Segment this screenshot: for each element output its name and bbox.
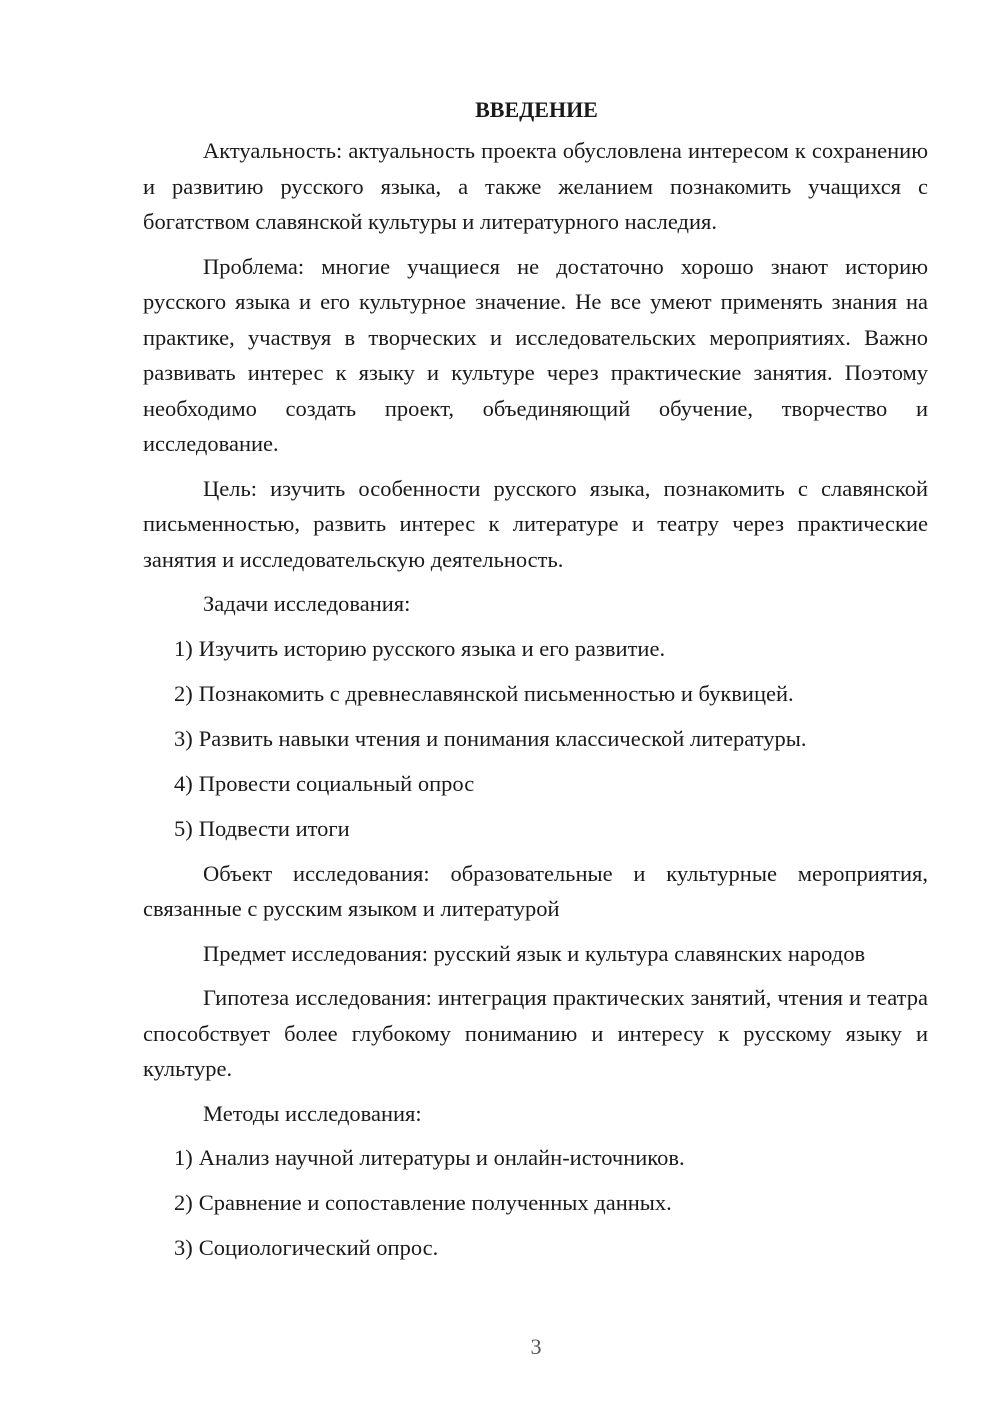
list-item-text: Изучить историю русского языка и его развитие.: [198, 635, 666, 661]
list-item: [143, 676, 928, 712]
list-item-number: 3): [174, 1235, 193, 1260]
object-paragraph: Объект исследования: образовательные и культурные мероприятия, связанные с русским языком и литературой: [143, 860, 928, 921]
list-item-number: 2): [174, 680, 193, 706]
list-item: [143, 631, 928, 667]
page-title: ВВЕДЕНИЕ: [475, 97, 598, 122]
list-item-number: 4): [174, 770, 193, 796]
hypothesis-paragraph: Гипотеза исследования: интеграция практических занятий, чтения и театра способствует более глубокому пониманию и интересу к русскому языку и культуре.: [143, 985, 928, 1081]
list-item: [143, 1185, 928, 1221]
list-item-text: Анализ научной литературы и онлайн-источников.: [198, 1145, 685, 1170]
relevance-paragraph: Актуальность: актуальность проекта обусловлена интересом к сохранению и развитию русского языка, а также желанием познакомить учащихся с богатством славянской культуры и литературного наследия.: [143, 138, 928, 234]
list-item: [143, 1230, 928, 1266]
list-item-text: Социологический опрос.: [198, 1235, 439, 1260]
goal-paragraph: Цель: изучить особенности русского языка, познакомить с славянской письменностью, развить интерес к литературе и театру через практические занятия и исследовательскую деятельность.: [143, 475, 928, 572]
list-item: [143, 766, 928, 802]
subject-paragraph: Предмет исследования: русский язык и культура славянских народов: [203, 940, 866, 966]
document-page: [143, 92, 928, 1275]
problem-paragraph: Проблема: многие учащиеся не достаточно хорошо знают историю русского языка и его культурное значение. Не все умеют применять знания на практике, участвуя в творческих и исследовательских мероприятиях. Важно развивать интерес к языку и культуре через практические занятия. Поэтому необходимо создать проект, объединяющий обучение, творчество и исследование.: [143, 253, 928, 456]
list-item-text: Развить навыки чтения и понимания классической литературы.: [198, 725, 807, 751]
list-item: [143, 811, 928, 847]
tasks-heading: Задачи исследования:: [203, 591, 411, 616]
list-item-number: 3): [174, 725, 193, 751]
list-item-text: Провести социальный опрос: [198, 770, 475, 796]
list-item: [143, 721, 928, 757]
methods-list: [143, 1140, 928, 1266]
page-number: 3: [530, 1334, 542, 1359]
methods-heading: Методы исследования:: [203, 1100, 422, 1126]
list-item-text: Познакомить с древнеславянской письменностью и буквицей.: [198, 680, 794, 706]
list-item: [143, 1140, 928, 1176]
list-item-number: 5): [174, 815, 193, 841]
list-item-text: Подвести итоги: [198, 815, 350, 841]
tasks-list: [143, 631, 928, 847]
list-item-number: 1): [174, 635, 193, 661]
list-item-number: 2): [174, 1190, 193, 1215]
list-item-text: Сравнение и сопоставление полученных данных.: [198, 1190, 672, 1215]
list-item-number: 1): [174, 1145, 193, 1170]
